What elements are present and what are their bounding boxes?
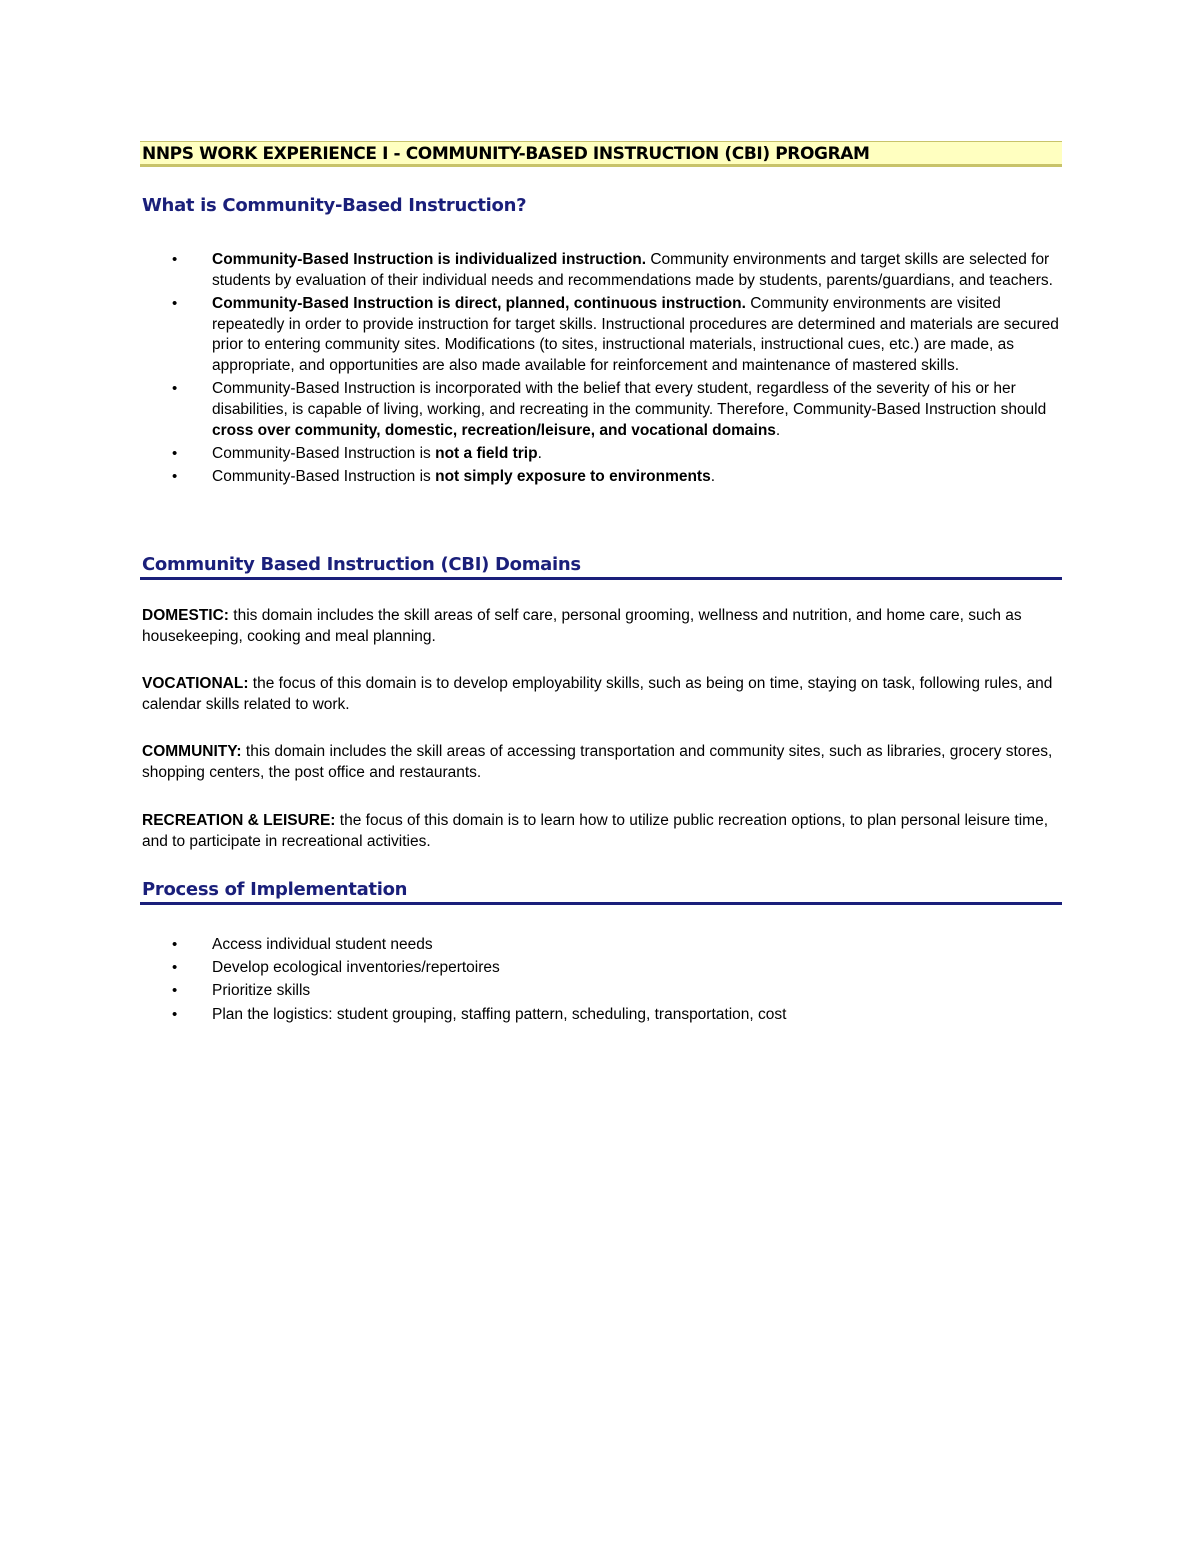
what-is-heading: What is Community-Based Instruction? (142, 195, 527, 216)
domains-heading: Community Based Instruction (CBI) Domains (142, 554, 581, 575)
process-heading: Process of Implementation (142, 879, 408, 900)
process-heading-rule (140, 879, 1062, 905)
bullet-icon: • (172, 380, 178, 398)
domain-domestic: DOMESTIC: this domain includes the skill areas of self care, personal grooming, wellness and nutrition, and home care, such as housekeeping, cooking and meal planning. (142, 607, 1022, 645)
list-item: • Plan the logistics: student grouping, staffing pattern, scheduling, transportation, cost (170, 1005, 1060, 1026)
domain-vocational: VOCATIONAL: the focus of this domain is to develop employability skills, such as being on time, staying on task, following rules, and calendar skills related to work. (142, 675, 1053, 713)
process-list (170, 935, 1060, 1028)
bullet-icon: • (172, 468, 178, 486)
list-item: • Access individual student needs (170, 935, 1060, 956)
list-item: • Community-Based Instruction is not simply exposure to environments. (170, 467, 1060, 488)
document-title-bar (140, 141, 1062, 167)
list-item: • Community-Based Instruction is direct, planned, continuous instruction. Community environments are visited repeatedly in order to provide instruction for target skills. Instructional procedures are determined and materials are secured prior to entering community sites. Modifications (to sites, instructional materials, instructional cues, etc.) are made, as appropriate, and opportunities are also made available for reinforcement and maintenance of mastered skills. (172, 294, 1059, 375)
list-item: • Community-Based Instruction is incorporated with the belief that every student, regardless of the severity of his or her disabilities, is capable of living, working, and recreating in the community. Therefore, Community-Based Instruction should cross over community, domestic, recreation/leisure, and vocational domains. (172, 380, 1047, 439)
document-title: NNPS WORK EXPERIENCE I - COMMUNITY-BASED INSTRUCTION (CBI) PROGRAM (142, 144, 870, 164)
list-item: • Community-Based Instruction is individualized instruction. Community environments and target skills are selected for students by evaluation of their individual needs and recommendations made by students, parents/guardians, and teachers. (172, 251, 1053, 289)
bullet-icon: • (172, 444, 178, 462)
bullet-icon: • (172, 251, 178, 268)
domain-community: COMMUNITY: this domain includes the skill areas of accessing transportation and community sites, such as libraries, grocery stores, shopping centers, the post office and restaurants. (142, 743, 1053, 781)
bullet-icon: • (172, 936, 178, 953)
bullet-icon: • (172, 294, 178, 312)
list-item: • Community-Based Instruction is not a field trip. (170, 444, 1060, 465)
bullet-icon: • (172, 982, 178, 1000)
domains-heading-rule (140, 554, 1062, 580)
what-is-list (170, 250, 1060, 490)
bullet-icon: • (172, 959, 178, 977)
domain-recreation-leisure: RECREATION & LEISURE: the focus of this domain is to learn how to utilize public recreation options, to plan personal leisure time, and to participate in recreational activities. (142, 812, 1049, 850)
list-item: • Develop ecological inventories/repertoires (170, 958, 1060, 979)
list-item: • Prioritize skills (170, 981, 1060, 1002)
bullet-icon: • (172, 1005, 178, 1023)
